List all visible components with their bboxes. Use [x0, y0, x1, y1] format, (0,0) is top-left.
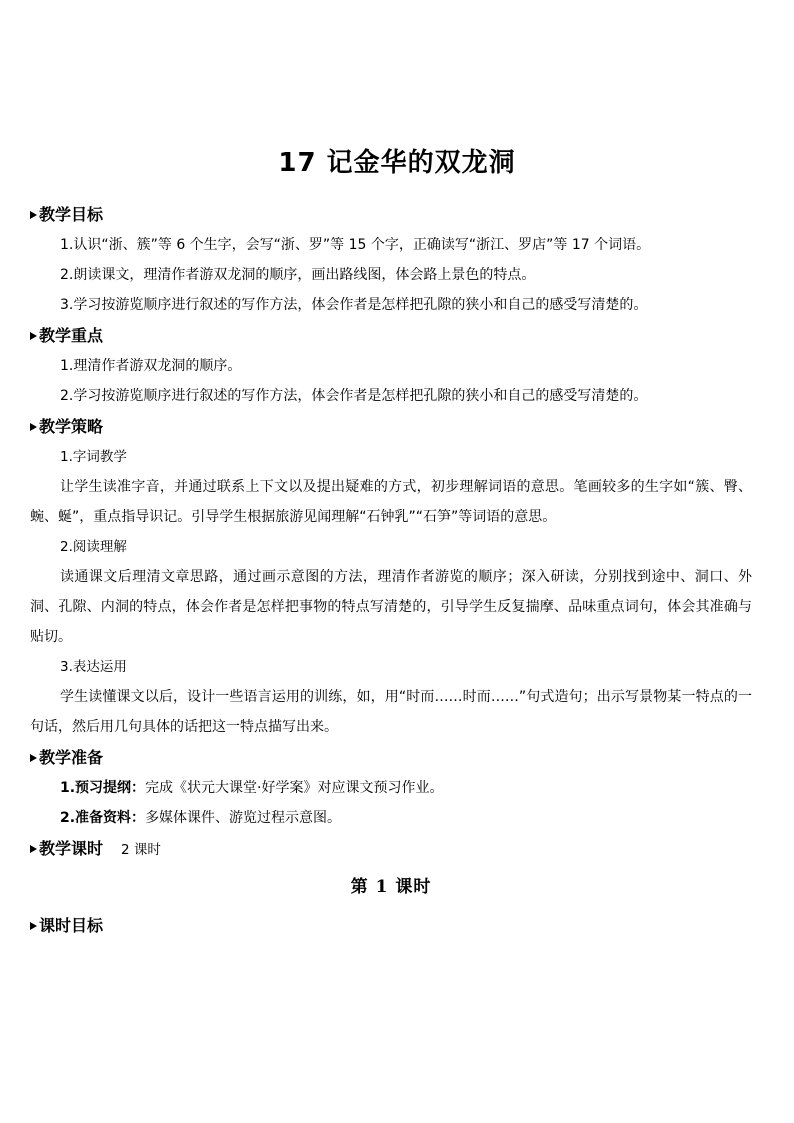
triangle-bullet-icon [30, 211, 37, 219]
preparation-item-1 [30, 773, 752, 803]
section-heading-strategy [30, 411, 752, 442]
key-point-item-2: 2.学习按游览顺序进行叙述的写作方法，体会作者是怎样把孔隙的狭小和自己的感受写清楚的。 [60, 388, 648, 404]
triangle-bullet-icon [30, 332, 37, 340]
section-heading-text: 教学课时 [39, 839, 104, 858]
section-heading-text: 教学准备 [39, 748, 104, 767]
preparation-item-label: 2.准备资料： [60, 810, 146, 826]
preparation-item-text: 完成《状元大课堂·好学案》对应课文预习作业。 [145, 780, 444, 796]
preparation-item-text: 多媒体课件、游览过程示意图。 [145, 810, 342, 826]
triangle-bullet-icon [30, 845, 37, 853]
section-heading-text: 教学目标 [39, 205, 104, 224]
goal-item-2: 2.朗读课文，理清作者游双龙洞的顺序，画出路线图，体会路上景色的特点。 [60, 267, 536, 283]
document-body [30, 199, 752, 941]
strategy-subheading-1: 1.字词教学 [60, 449, 127, 465]
strategy-paragraph-2: 读通课文后理清文章思路，通过画示意图的方法，理清作者游览的顺序；深入研读，分别找到途中、洞口、外洞、孔隙、内洞的特点，体会作者是怎样把事物的特点写清楚的，引导学生反复揣摩、品味重点词句，体会其准确与贴切。 [30, 569, 752, 645]
strategy-subheading-3: 3.表达运用 [60, 659, 127, 675]
section-heading-hours [30, 833, 752, 864]
lesson-title: 第 1 课时 [350, 877, 432, 897]
triangle-bullet-icon [30, 754, 37, 762]
section-heading-text: 教学重点 [39, 326, 104, 345]
preparation-item-2 [30, 803, 752, 833]
goal-item-1: 1.认识“浙、簇”等 6 个生字，会写“浙、罗”等 15 个字，正确读写“浙江、罗店”等 17 个词语。 [60, 237, 651, 253]
section-heading-text: 教学策略 [39, 417, 104, 436]
section-heading-lesson-goals [30, 910, 752, 941]
triangle-bullet-icon [30, 922, 37, 930]
section-heading-text: 课时目标 [39, 916, 104, 935]
triangle-bullet-icon [30, 423, 37, 431]
page-title: 17 记金华的双龙洞 [278, 148, 516, 178]
section-heading-goals [30, 199, 752, 230]
strategy-paragraph-1: 让学生读准字音，并通过联系上下文以及提出疑难的方式，初步理解词语的意思。笔画较多的生字如“簇、臀、蜿、蜒”，重点指导识记。引导学生根据旅游见闻理解“石钟乳”“石笋”等词语的意思。 [30, 479, 752, 525]
key-point-item-1: 1.理清作者游双龙洞的顺序。 [60, 358, 242, 374]
goal-item-3: 3.学习按游览顺序进行叙述的写作方法，体会作者是怎样把孔隙的狭小和自己的感受写清楚的。 [60, 297, 648, 313]
section-heading-preparation [30, 742, 752, 773]
class-hours-value: 2 课时 [121, 842, 161, 858]
preparation-item-label: 1.预习提纲： [60, 780, 146, 796]
strategy-subheading-2: 2.阅读理解 [60, 539, 127, 555]
section-heading-key-points [30, 320, 752, 351]
strategy-paragraph-3: 学生读懂课文以后，设计一些语言运用的训练，如，用“时而……时而……”句式造句；出示写景物某一特点的一句话，然后用几句具体的话把这一特点描写出来。 [30, 689, 752, 735]
